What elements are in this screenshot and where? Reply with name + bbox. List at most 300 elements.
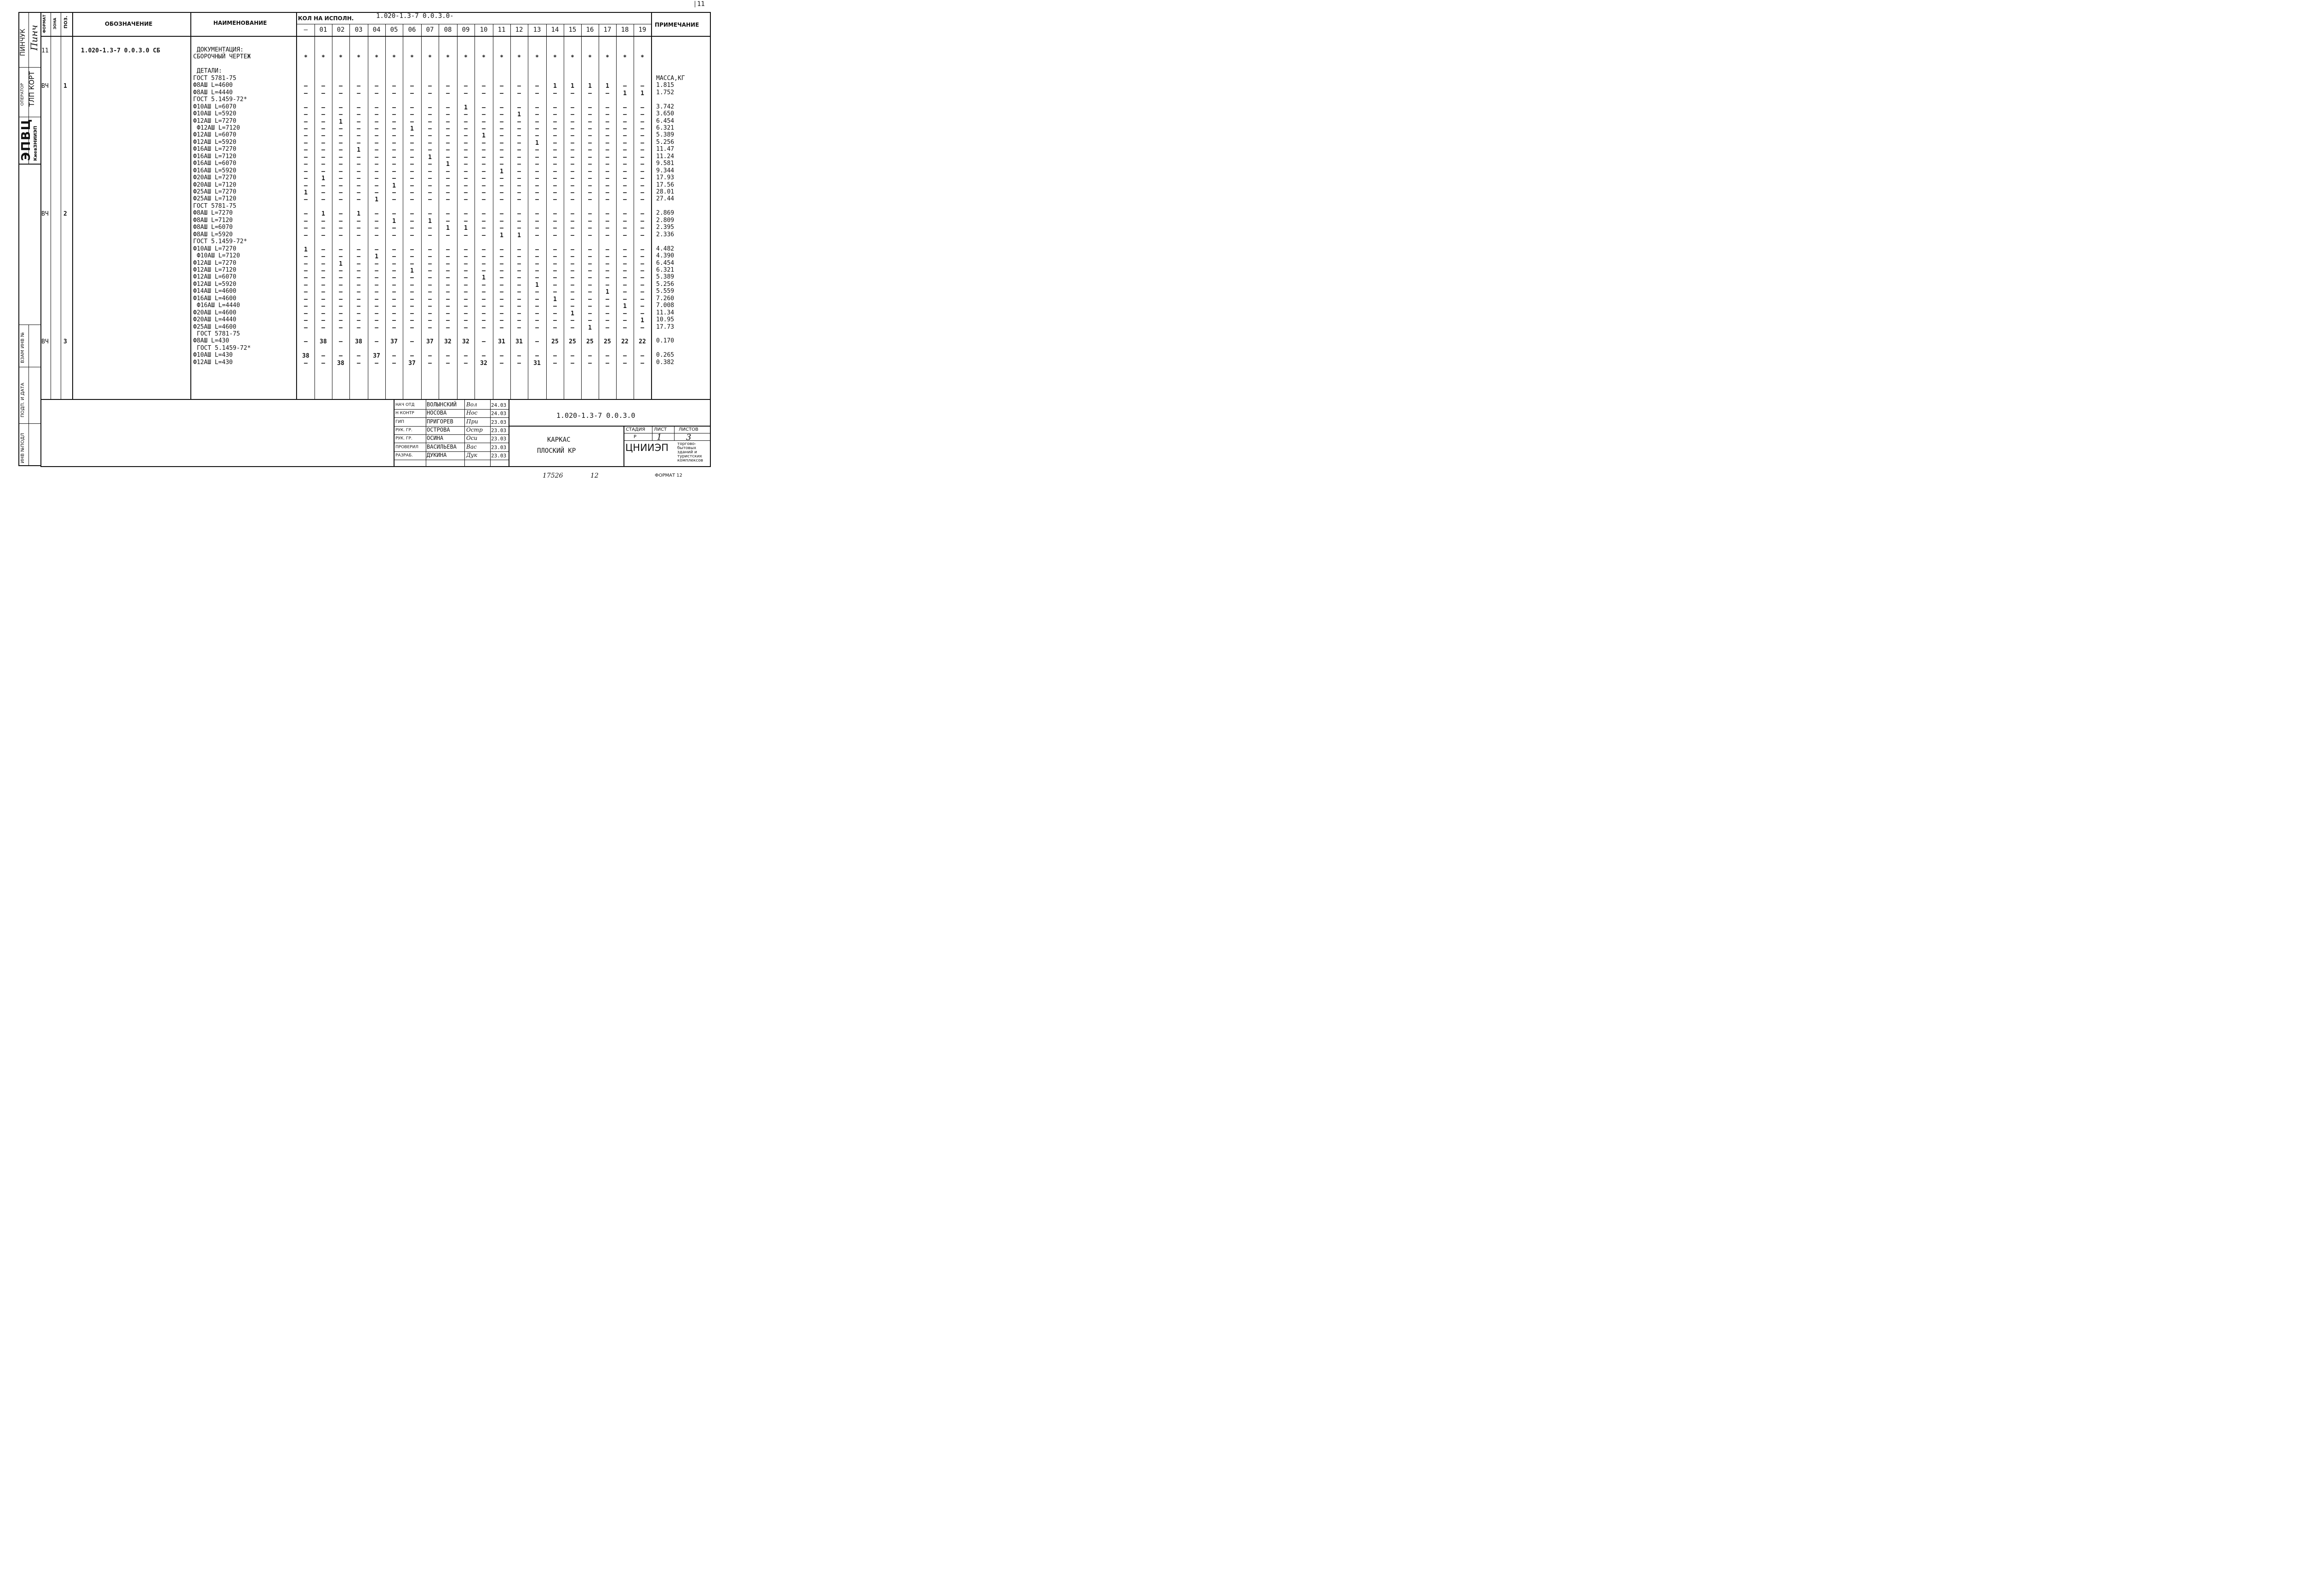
signature-name: ОСТРОВА	[427, 426, 450, 433]
row-qty-cell: –	[571, 353, 574, 360]
row-qty-cell: 37	[426, 338, 434, 346]
row-qty-cell: –	[321, 168, 325, 175]
row-qty-cell: –	[446, 125, 450, 132]
signature-mark: Оси	[466, 435, 478, 442]
row-qty-cell: –	[464, 303, 468, 310]
row-qty-cell: –	[517, 359, 521, 367]
row-qty-cell: –	[375, 182, 378, 189]
row-qty-cell: –	[606, 281, 609, 289]
row-qty-cell: –	[357, 303, 360, 310]
row-qty-cell: –	[500, 225, 503, 232]
row-qty-cell: –	[446, 175, 450, 182]
row-qty-cell: –	[304, 310, 308, 317]
row-qty-cell: –	[623, 359, 627, 367]
row-qty-cell: –	[375, 139, 378, 147]
row-qty-cell: 1	[339, 260, 343, 268]
row-qty-cell: –	[392, 225, 396, 232]
row-qty-cell: –	[428, 296, 432, 303]
row-qty-cell: –	[517, 246, 521, 253]
row-qty-cell: –	[553, 324, 557, 331]
row-qty-cell: –	[641, 217, 644, 225]
row-note: 5.256	[656, 280, 675, 288]
row-qty-cell: –	[535, 211, 539, 218]
row-qty-cell: –	[446, 147, 450, 154]
row-qty-cell: *	[375, 54, 378, 62]
row-qty-cell: –	[392, 132, 396, 140]
row-qty-cell: –	[641, 189, 644, 196]
row-qty-cell: –	[321, 196, 325, 204]
row-qty-cell: –	[606, 296, 609, 303]
row-qty-cell: –	[375, 310, 378, 317]
format-label: ФОРМАТ 12	[655, 473, 682, 478]
row-qty-cell: –	[571, 289, 574, 296]
row-qty-cell: –	[321, 246, 325, 253]
pinchuk-label: ПИНЧУК	[19, 28, 27, 56]
kiev-label: КиевЗНИИЭП	[33, 125, 38, 161]
row-qty-cell: –	[428, 260, 432, 268]
row-qty-cell: –	[321, 310, 325, 317]
row-qty-cell: –	[571, 317, 574, 325]
row-qty-cell: 25	[569, 338, 576, 346]
row-qty-cell: –	[304, 274, 308, 282]
row-qty-cell: –	[357, 154, 360, 161]
row-qty-cell: –	[428, 132, 432, 140]
row-name: Ф8АШ L=4600	[193, 82, 233, 89]
row-qty-cell: –	[606, 353, 609, 360]
row-qty-cell: –	[428, 281, 432, 289]
row-name: Ф12АШ L=6070	[193, 131, 236, 139]
row-qty-cell: –	[500, 217, 503, 225]
row-note: 9.581	[656, 160, 675, 167]
row-qty-cell: –	[392, 289, 396, 296]
row-qty-cell: –	[464, 289, 468, 296]
row-qty-cell: –	[428, 111, 432, 119]
row-qty-cell: –	[321, 125, 325, 132]
row-qty-cell: –	[446, 90, 450, 97]
row-qty-cell: –	[304, 217, 308, 225]
row-qty-cell: –	[304, 281, 308, 289]
row-qty-cell: –	[571, 267, 574, 274]
row-qty-cell: –	[321, 225, 325, 232]
row-qty-cell: –	[321, 289, 325, 296]
row-qty-cell: –	[375, 175, 378, 182]
row-qty-cell: –	[446, 267, 450, 274]
row-qty-cell: 1	[428, 154, 432, 161]
row-qty-cell: –	[641, 147, 644, 154]
row-qty-cell: –	[482, 253, 486, 261]
row-qty-cell: –	[588, 260, 592, 268]
row-qty-cell: *	[482, 54, 486, 62]
row-qty-cell: –	[606, 303, 609, 310]
row-qty-cell: –	[535, 111, 539, 119]
row-qty-cell: –	[588, 317, 592, 325]
row-qty-cell: –	[464, 274, 468, 282]
row-qty-cell: –	[623, 111, 627, 119]
row-qty-cell: –	[464, 90, 468, 97]
row-qty-cell: *	[500, 54, 503, 62]
row-qty-cell: –	[517, 324, 521, 331]
row-qty-cell: 1	[304, 246, 308, 253]
row-qty-cell: –	[392, 196, 396, 204]
stamp-sub: 12	[590, 472, 599, 479]
row-qty-cell: –	[623, 289, 627, 296]
row-qty-cell: –	[588, 281, 592, 289]
row-qty-cell: –	[304, 90, 308, 97]
row-qty-cell: –	[571, 253, 574, 261]
row-qty-cell: –	[641, 132, 644, 140]
row-qty-cell: –	[517, 289, 521, 296]
row-qty-cell: –	[392, 246, 396, 253]
row-name: Ф8АШ L=4440	[193, 89, 233, 96]
row-qty-cell: –	[571, 161, 574, 168]
row-note: 7.260	[656, 295, 675, 302]
row-qty-cell: –	[392, 274, 396, 282]
row-qty-cell: –	[375, 289, 378, 296]
row-qty-cell: *	[321, 54, 325, 62]
row-qty-cell: –	[623, 217, 627, 225]
row-qty-cell: –	[446, 132, 450, 140]
signature-mark: Вас	[466, 443, 477, 450]
row-qty-cell: –	[428, 175, 432, 182]
row-qty-cell: –	[606, 324, 609, 331]
row-qty-cell: –	[304, 175, 308, 182]
row-qty-cell: –	[623, 161, 627, 168]
row-qty-cell: –	[641, 104, 644, 111]
exec-col-header: 15	[568, 26, 577, 34]
row-qty-cell: –	[553, 274, 557, 282]
row-qty-cell: –	[517, 281, 521, 289]
exec-col-header: 13	[533, 26, 541, 34]
row-qty-cell: 1	[321, 211, 325, 218]
row-qty-cell: 1	[571, 83, 574, 90]
row-qty-cell: –	[339, 303, 343, 310]
row-qty-cell: –	[339, 281, 343, 289]
row-qty-cell: –	[392, 161, 396, 168]
row-qty-cell: –	[357, 161, 360, 168]
row-qty-cell: –	[500, 189, 503, 196]
row-qty-cell: –	[571, 125, 574, 132]
row-qty-cell: –	[375, 168, 378, 175]
row-qty-cell: –	[339, 289, 343, 296]
row-qty-cell: –	[339, 217, 343, 225]
row-qty-cell: –	[500, 303, 503, 310]
row-qty-cell: –	[357, 274, 360, 282]
row-qty-cell: –	[339, 175, 343, 182]
row-qty-cell: –	[482, 196, 486, 204]
title-line2: ПЛОСКИЙ КР	[537, 447, 576, 455]
row-qty-cell: –	[535, 225, 539, 232]
row-qty-cell: –	[446, 189, 450, 196]
row-qty-cell: –	[321, 189, 325, 196]
row-qty-cell: –	[410, 289, 414, 296]
row-qty-cell: –	[428, 310, 432, 317]
row-qty-cell: –	[446, 217, 450, 225]
signature-role: ПРОВЕРИЛ	[395, 445, 419, 450]
signature-name: ОСИНА	[427, 435, 444, 442]
row-qty-cell: –	[517, 125, 521, 132]
row-qty-cell: –	[588, 90, 592, 97]
row-name: Ф16АШ L=7120	[193, 153, 236, 160]
row-qty-cell: –	[357, 111, 360, 119]
row-name: ГОСТ 5.1459-72*	[193, 238, 247, 245]
signature-name: НОСОВА	[427, 410, 447, 416]
row-qty-cell: –	[482, 281, 486, 289]
row-note: 3.650	[656, 110, 675, 118]
row-qty-cell: –	[482, 232, 486, 239]
row-note: 6.321	[656, 124, 675, 131]
podp-label: ПОДП. И ДАТА	[20, 382, 25, 417]
row-name: ГОСТ 5781-75	[193, 74, 236, 82]
row-qty-cell: –	[535, 147, 539, 154]
row-qty-cell: –	[304, 111, 308, 119]
row-qty-cell: –	[588, 253, 592, 261]
tlp-kort-label: ТЛП КОРТ	[28, 71, 36, 107]
row-name: Ф10АШ L=7270	[193, 245, 236, 252]
signature-date: 24.03	[491, 402, 507, 408]
row-qty-cell: –	[464, 175, 468, 182]
row-note: 6.321	[656, 266, 675, 274]
row-qty-cell: –	[571, 296, 574, 303]
row-name: Ф16АШ L=5920	[193, 167, 236, 174]
row-qty-cell: –	[428, 324, 432, 331]
row-qty-cell: –	[482, 161, 486, 168]
row-name: СБОРОЧНЫЙ ЧЕРТЕЖ	[193, 53, 251, 61]
row-qty-cell: –	[428, 353, 432, 360]
row-name: Ф16АШ L=4600	[193, 295, 236, 302]
exec-col-header: 14	[551, 26, 559, 34]
row-qty-cell: –	[392, 83, 396, 90]
row-qty-cell: 37	[373, 353, 380, 360]
row-qty-cell: –	[464, 83, 468, 90]
signature-role: РАЗРАБ.	[395, 453, 413, 458]
row-qty-cell: 1	[588, 324, 592, 331]
row-qty-cell: –	[535, 154, 539, 161]
row-qty-cell: –	[482, 125, 486, 132]
row-qty-cell: 1	[517, 232, 521, 239]
row-qty-cell: –	[410, 317, 414, 325]
row-note: 5.559	[656, 288, 675, 295]
signature-date: 23.03	[491, 436, 507, 442]
row-qty-cell: –	[517, 310, 521, 317]
row-qty-cell: –	[375, 83, 378, 90]
row-qty-cell: –	[410, 274, 414, 282]
row-qty-cell: –	[446, 274, 450, 282]
row-qty-cell: –	[588, 168, 592, 175]
row-qty-cell: *	[304, 54, 308, 62]
row-qty-cell: –	[339, 182, 343, 189]
row-qty-cell: –	[571, 281, 574, 289]
row-qty-cell: –	[375, 217, 378, 225]
row-qty-cell: –	[482, 83, 486, 90]
row-qty-cell: –	[641, 359, 644, 367]
org-desc: торгово- бытовых зданий и туристских комплексов	[677, 442, 703, 463]
row-qty-cell: –	[535, 338, 539, 346]
row-qty-cell: –	[339, 139, 343, 147]
row-qty-cell: –	[375, 104, 378, 111]
row-qty-cell: –	[500, 267, 503, 274]
row-name: Ф12АШ L=6070	[193, 274, 236, 281]
row-qty-cell: –	[321, 296, 325, 303]
row-qty-cell: –	[588, 125, 592, 132]
row-qty-cell: *	[535, 54, 539, 62]
row-qty-cell: –	[304, 147, 308, 154]
row-qty-cell: –	[517, 253, 521, 261]
row-qty-cell: –	[375, 232, 378, 239]
row-qty-cell: –	[357, 225, 360, 232]
row-name: Ф10АШ L=430	[193, 352, 233, 359]
row-qty-cell: –	[553, 310, 557, 317]
row-qty-cell: –	[535, 260, 539, 268]
row-qty-cell: –	[641, 267, 644, 274]
signature-date: 23.03	[491, 452, 507, 459]
stage-value: Р	[634, 434, 637, 439]
row-qty-cell: –	[641, 182, 644, 189]
row-qty-cell: –	[321, 317, 325, 325]
row-qty-cell: 1	[535, 139, 539, 147]
row-qty-cell: 25	[586, 338, 594, 346]
row-qty-cell: 38	[355, 338, 362, 346]
row-note: 5.389	[656, 131, 675, 139]
qty-header: КОЛ НА ИСПОЛН.	[298, 15, 354, 22]
row-qty-cell: –	[410, 211, 414, 218]
row-qty-cell: –	[357, 182, 360, 189]
row-qty-cell: –	[606, 104, 609, 111]
row-qty-cell: –	[339, 125, 343, 132]
row-qty-cell: –	[375, 338, 378, 346]
row-qty-cell: –	[357, 253, 360, 261]
row-qty-cell: –	[464, 246, 468, 253]
row-qty-cell: –	[571, 118, 574, 125]
row-qty-cell: –	[535, 182, 539, 189]
row-qty-cell: –	[392, 310, 396, 317]
row-position: 2	[63, 211, 67, 218]
row-qty-cell: –	[553, 253, 557, 261]
row-qty-cell: –	[571, 359, 574, 367]
row-qty-cell: –	[517, 317, 521, 325]
row-qty-cell: –	[464, 154, 468, 161]
row-qty-cell: *	[571, 54, 574, 62]
row-qty-cell: –	[535, 125, 539, 132]
row-qty-cell: –	[553, 118, 557, 125]
row-qty-cell: –	[517, 225, 521, 232]
row-qty-cell: –	[641, 296, 644, 303]
row-note: 11.34	[656, 309, 675, 316]
row-qty-cell: –	[623, 147, 627, 154]
row-qty-cell: –	[571, 196, 574, 204]
row-qty-cell: –	[375, 111, 378, 119]
row-qty-cell: –	[321, 118, 325, 125]
row-qty-cell: –	[446, 83, 450, 90]
row-qty-cell: –	[500, 111, 503, 119]
row-qty-cell: –	[446, 118, 450, 125]
vzam-label: ВЗАМ ИНВ №	[20, 332, 25, 363]
row-qty-cell: –	[588, 147, 592, 154]
row-qty-cell: –	[464, 132, 468, 140]
row-qty-cell: –	[623, 267, 627, 274]
row-name: Ф12АШ L=7120	[197, 124, 240, 131]
row-qty-cell: –	[588, 189, 592, 196]
row-qty-cell: 1	[375, 196, 378, 204]
row-qty-cell: –	[392, 90, 396, 97]
row-qty-cell: –	[304, 182, 308, 189]
row-qty-cell: –	[392, 147, 396, 154]
row-qty-cell: 31	[498, 338, 505, 346]
row-qty-cell: –	[500, 182, 503, 189]
row-qty-cell: –	[464, 196, 468, 204]
row-name: ГОСТ 5781-75	[197, 331, 240, 337]
stamp-number: 17526	[543, 472, 563, 479]
row-qty-cell: –	[641, 139, 644, 147]
row-qty-cell: –	[357, 104, 360, 111]
row-qty-cell: –	[464, 217, 468, 225]
row-name: Ф20АШ L=7270	[193, 174, 236, 182]
row-note: 11.47	[656, 146, 675, 153]
row-qty-cell: –	[535, 253, 539, 261]
row-qty-cell: –	[571, 260, 574, 268]
row-qty-cell: –	[339, 338, 343, 346]
sheets-value: 3	[686, 433, 692, 442]
row-qty-cell: –	[535, 161, 539, 168]
row-note: 11.24	[656, 153, 675, 160]
row-note: 0.382	[656, 359, 675, 366]
row-name: Ф8АШ L=7270	[193, 210, 233, 217]
row-qty-cell: –	[482, 211, 486, 218]
row-qty-cell: –	[392, 118, 396, 125]
row-qty-cell: –	[553, 161, 557, 168]
row-qty-cell: –	[375, 125, 378, 132]
row-qty-cell: 37	[390, 338, 398, 346]
row-qty-cell: –	[339, 168, 343, 175]
row-qty-cell: –	[641, 118, 644, 125]
row-qty-cell: –	[553, 139, 557, 147]
row-qty-cell: –	[623, 296, 627, 303]
row-qty-cell: –	[553, 353, 557, 360]
row-qty-cell: –	[606, 139, 609, 147]
row-name: Ф25АШ L=7120	[193, 195, 236, 203]
row-qty-cell: –	[623, 260, 627, 268]
row-note: 2.809	[656, 217, 675, 224]
row-qty-cell: –	[392, 324, 396, 331]
row-qty-cell: –	[375, 324, 378, 331]
row-qty-cell: –	[410, 353, 414, 360]
signature-role: РУК. ГР.	[395, 428, 412, 433]
row-qty-cell: –	[446, 317, 450, 325]
row-designation: 1.020-1.3-7 0.0.3.0 СБ	[81, 47, 160, 54]
doc-code: 1.020-1.3-7 0.0.3.0	[556, 411, 635, 420]
row-qty-cell: –	[623, 353, 627, 360]
row-qty-cell: –	[571, 111, 574, 119]
row-qty-cell: –	[606, 253, 609, 261]
row-qty-cell: –	[517, 104, 521, 111]
row-note: 2.395	[656, 224, 675, 231]
row-name: ДОКУМЕНТАЦИЯ:	[197, 46, 244, 53]
row-qty-cell: –	[321, 83, 325, 90]
row-qty-cell: –	[321, 324, 325, 331]
row-qty-cell: –	[304, 196, 308, 204]
row-qty-cell: –	[304, 296, 308, 303]
row-name: Ф12АШ L=7120	[193, 266, 236, 274]
row-qty-cell: –	[375, 303, 378, 310]
row-qty-cell: –	[606, 118, 609, 125]
row-qty-cell: –	[517, 154, 521, 161]
row-qty-cell: –	[446, 182, 450, 189]
row-qty-cell: –	[428, 232, 432, 239]
row-qty-cell: –	[464, 317, 468, 325]
row-qty-cell: *	[464, 54, 468, 62]
row-qty-cell: –	[623, 317, 627, 325]
row-qty-cell: –	[606, 175, 609, 182]
row-qty-cell: 1	[588, 83, 592, 90]
